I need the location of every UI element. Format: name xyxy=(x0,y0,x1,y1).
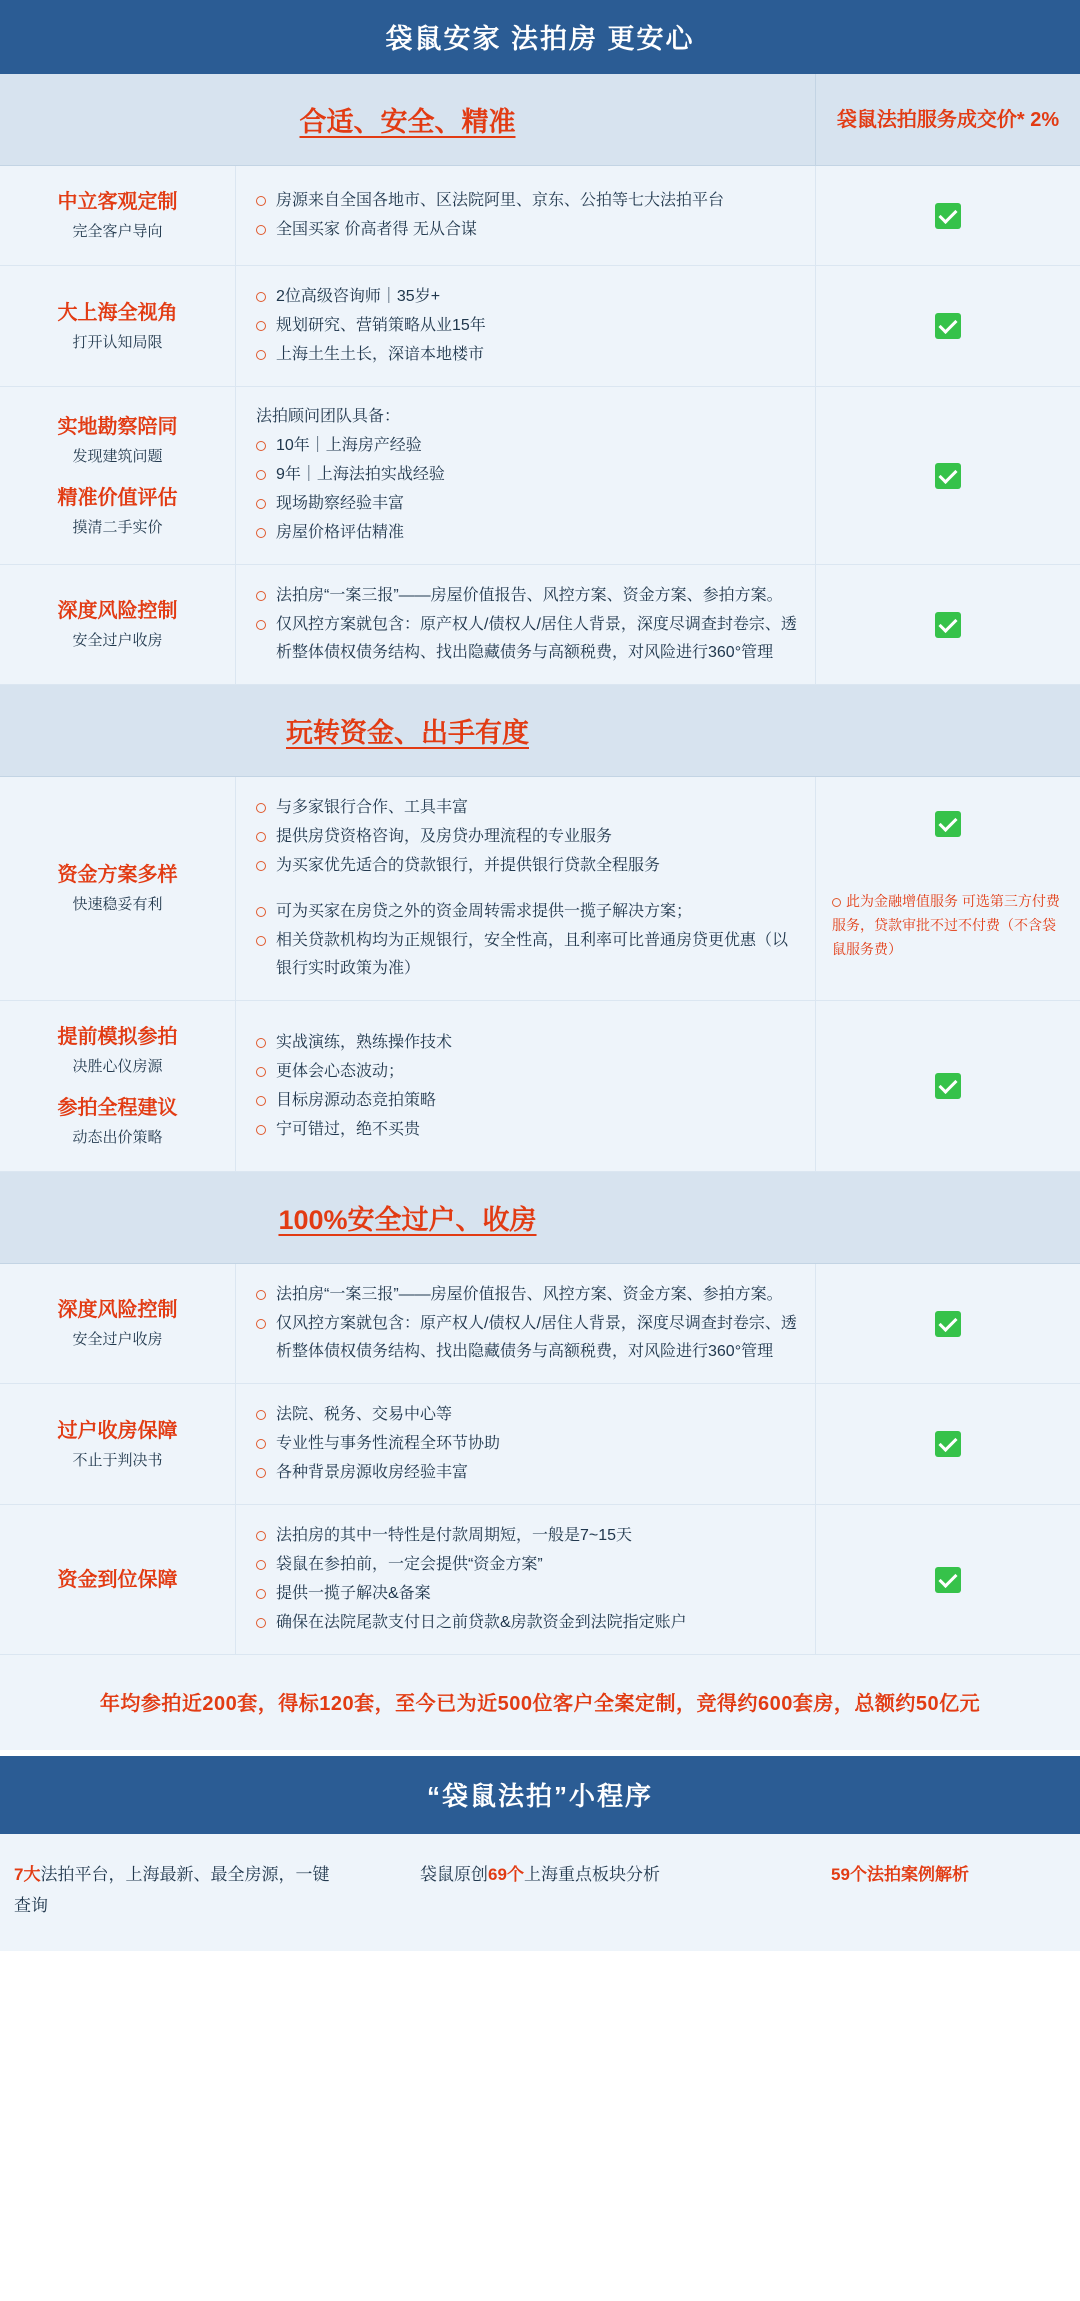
row-check xyxy=(815,777,1080,1000)
row-body xyxy=(235,166,815,265)
label-main: 精准价值评估 xyxy=(57,486,178,509)
list-item: 法院、税务、交易中心等 xyxy=(254,1401,801,1429)
list-item: 提供房贷资格咨询，及房贷办理流程的专业服务 xyxy=(254,823,801,851)
label-block xyxy=(58,1565,178,1595)
label-main: 资金到位保障 xyxy=(57,1568,178,1591)
check-icon xyxy=(935,1073,961,1099)
label-sub: 打开认知局限 xyxy=(72,333,163,351)
row-check xyxy=(815,1505,1080,1654)
list-item: 上海土生土长，深谙本地楼市 xyxy=(254,341,801,369)
label-block xyxy=(58,596,178,653)
row-body xyxy=(235,1384,815,1504)
row-check xyxy=(815,565,1080,684)
row-body xyxy=(235,266,815,386)
bullet-list xyxy=(254,1280,801,1367)
list-item: 仅风控方案就包含：原产权人/债权人/居住人背景，深度尽调查封卷宗、透析整体债权债务结构、找出隐藏债务与高额税费，对风险进行360°管理 xyxy=(254,611,801,667)
list-item: 规划研究、营销策略从业15年 xyxy=(254,312,801,340)
table-row xyxy=(0,777,1080,1001)
table-row xyxy=(0,565,1080,685)
label-main: 中立客观定制 xyxy=(57,191,178,213)
row-label xyxy=(0,565,235,684)
bullet-list xyxy=(254,282,801,370)
row-check xyxy=(815,1001,1080,1171)
list-item: 可为买家在房贷之外的资金周转需求提供一揽子解决方案； xyxy=(254,898,801,926)
table-row xyxy=(0,1264,1080,1384)
label-main: 过户收房保障 xyxy=(57,1419,178,1442)
label-main: 大上海全视角 xyxy=(57,301,178,324)
label-block xyxy=(58,298,178,355)
table-row xyxy=(0,387,1080,565)
footer-col-1 xyxy=(0,1860,360,1921)
bullet-list-secondary xyxy=(254,897,801,984)
row-body xyxy=(235,777,815,1000)
list-item: 更体会心态波动； xyxy=(254,1058,801,1086)
check-icon xyxy=(935,463,961,489)
label-block xyxy=(58,187,178,244)
footer-col-3 xyxy=(720,1860,1080,1921)
row-body xyxy=(235,1505,815,1654)
section-header-3 xyxy=(0,1172,1080,1264)
footer-title: “袋鼠法拍”小程序 xyxy=(0,1756,1080,1834)
list-item: 仅风控方案就包含：原产权人/债权人/居住人背景，深度尽调查封卷宗、透析整体债权债务结构、找出隐藏债务与高额税费，对风险进行360°管理 xyxy=(254,1310,801,1366)
row-body xyxy=(235,387,815,564)
section-3-heading xyxy=(0,1172,1080,1263)
row-body xyxy=(235,1001,815,1171)
check-icon xyxy=(935,1311,961,1337)
label-sub: 快速稳妥有利 xyxy=(72,896,163,913)
page-title: 袋鼠安家 法拍房 更安心 xyxy=(0,0,1080,74)
label-main: 深度风险控制 xyxy=(57,1299,178,1321)
footer-col-2 xyxy=(360,1860,720,1921)
label-main: 实地勘察陪同 xyxy=(57,415,178,438)
bullet-list xyxy=(254,1400,801,1488)
row-check xyxy=(815,166,1080,265)
row-check xyxy=(815,266,1080,386)
label-sub: 发现建筑问题 xyxy=(72,447,163,465)
label-block xyxy=(58,1416,178,1473)
label-block xyxy=(58,1022,178,1079)
check-and-note xyxy=(826,787,1070,990)
list-item: 目标房源动态竞拍策略 xyxy=(254,1087,801,1115)
list-item: 宁可错过，绝不买贵 xyxy=(254,1116,801,1144)
label-main: 参拍全程建议 xyxy=(57,1097,178,1119)
bullet-list xyxy=(254,1521,801,1638)
fee-note xyxy=(826,886,1070,965)
check-icon xyxy=(935,203,961,229)
row-label xyxy=(0,1505,235,1654)
label-block xyxy=(58,860,178,917)
table-row xyxy=(0,1001,1080,1172)
label-sub: 决胜心仪房源 xyxy=(72,1058,163,1075)
row-label xyxy=(0,1264,235,1383)
label-sub: 完全客户导向 xyxy=(72,223,163,240)
section-1-heading xyxy=(0,74,815,165)
row-check xyxy=(815,1264,1080,1383)
label-sub: 摸清二手实价 xyxy=(72,518,163,536)
label-sub: 不止于判决书 xyxy=(72,1451,163,1469)
row-label xyxy=(0,387,235,564)
row-check xyxy=(815,1384,1080,1504)
bullet-list xyxy=(254,581,801,668)
footer-col-3-text: 法拍案例解析 xyxy=(866,1865,969,1884)
table-row xyxy=(0,266,1080,387)
table-row xyxy=(0,166,1080,266)
row-label xyxy=(0,1001,235,1171)
list-item: 房源来自全国各地市、区法院阿里、京东、公拍等七大法拍平台 xyxy=(254,187,801,215)
summary-statement: 年均参拍近200套，得标120套，至今已为近500位客户全案定制，竞得约600套房，总额约50亿元 xyxy=(0,1655,1080,1756)
list-item: 专业性与事务性流程全环节协助 xyxy=(254,1430,801,1458)
spacer xyxy=(254,881,801,897)
check-icon xyxy=(935,612,961,638)
list-item: 各种背景房源收房经验丰富 xyxy=(254,1459,801,1487)
bullet-list xyxy=(254,431,801,548)
label-sub: 安全过户收房 xyxy=(72,1331,163,1348)
row-label xyxy=(0,777,235,1000)
footer-col-2-highlight: 69个 xyxy=(488,1865,524,1884)
bullet-list xyxy=(254,1028,801,1145)
list-item: 袋鼠在参拍前，一定会提供“资金方案” xyxy=(254,1551,801,1579)
list-item: 10年｜上海房产经验 xyxy=(254,432,801,460)
label-main: 提前模拟参拍 xyxy=(57,1026,178,1048)
label-sub: 安全过户收房 xyxy=(72,632,163,649)
list-item: 法拍房的其中一特性是付款周期短，一般是7~15天 xyxy=(254,1522,801,1550)
bullet-list xyxy=(254,793,801,881)
check-icon xyxy=(935,1431,961,1457)
table-row xyxy=(0,1384,1080,1505)
check-icon xyxy=(935,811,961,837)
list-item: 9年｜上海法拍实战经验 xyxy=(254,461,801,489)
row-body xyxy=(235,565,815,684)
section-2-heading xyxy=(0,685,1080,776)
table-row xyxy=(0,1505,1080,1655)
service-fee-header xyxy=(815,74,1080,165)
footer-columns xyxy=(0,1834,1080,1951)
service-fee-line2: 成交价* 2% xyxy=(956,108,1060,131)
row-check xyxy=(815,387,1080,564)
label-main: 资金方案多样 xyxy=(57,864,178,886)
list-item: 法拍房“一案三报”——房屋价值报告、风控方案、资金方案、参拍方案。 xyxy=(254,582,801,610)
list-item: 法拍房“一案三报”——房屋价值报告、风控方案、资金方案、参拍方案。 xyxy=(254,1281,801,1309)
footer-col-2-text: 上海重点板块分析 xyxy=(523,1865,660,1884)
list-item: 房屋价格评估精准 xyxy=(254,519,801,547)
row-label xyxy=(0,166,235,265)
list-item: 2位高级咨询师｜35岁+ xyxy=(254,283,801,311)
check-icon xyxy=(935,1567,961,1593)
section-header-2 xyxy=(0,685,1080,777)
section-1-heading-text: 合适、安全、精准 xyxy=(299,107,516,137)
label-sub: 动态出价策略 xyxy=(72,1129,163,1146)
footer-col-2-prefix: 袋鼠原创 xyxy=(420,1865,489,1884)
row-label xyxy=(0,266,235,386)
footer-col-1-text: 法拍平台，上海最新、最全房源，一键查询 xyxy=(14,1865,330,1915)
label-block xyxy=(58,1093,178,1150)
list-item: 与多家银行合作、工具丰富 xyxy=(254,794,801,822)
section-2-heading-text: 玩转资金、出手有度 xyxy=(286,718,529,748)
list-item: 全国买家 价高者得 无从合谋 xyxy=(254,216,801,244)
label-block xyxy=(58,412,178,469)
label-block xyxy=(58,483,178,540)
list-item: 确保在法院尾款支付日之前贷款&房款资金到法院指定账户 xyxy=(254,1609,801,1637)
bullet-dot-icon xyxy=(832,898,841,907)
service-fee-line1: 袋鼠法拍服务 xyxy=(836,108,957,131)
check-icon xyxy=(935,313,961,339)
section-3-heading-text: 100%安全过户、收房 xyxy=(278,1205,537,1235)
label-main: 深度风险控制 xyxy=(57,600,178,622)
body-lead-text: 法拍顾问团队具备： xyxy=(256,408,401,425)
list-item: 提供一揽子解决&备案 xyxy=(254,1580,801,1608)
section-header-1 xyxy=(0,74,1080,166)
list-item: 实战演练，熟练操作技术 xyxy=(254,1029,801,1057)
footer-col-3-highlight: 59个 xyxy=(831,1865,867,1884)
list-item: 为买家优先适合的贷款银行，并提供银行贷款全程服务 xyxy=(254,852,801,880)
fee-note-text: 此为金融增值服务 可选第三方付费服务，贷款审批不过不付费（不含袋鼠服务费） xyxy=(832,893,1060,957)
list-item: 现场勘察经验丰富 xyxy=(254,490,801,518)
row-body xyxy=(235,1264,815,1383)
list-item: 相关贷款机构均为正规银行，安全性高，且利率可比普通房贷更优惠（以银行实时政策为准） xyxy=(254,927,801,983)
footer-col-1-highlight: 7大 xyxy=(14,1865,41,1884)
label-block xyxy=(58,1295,178,1352)
row-label xyxy=(0,1384,235,1504)
bullet-list xyxy=(254,186,801,245)
